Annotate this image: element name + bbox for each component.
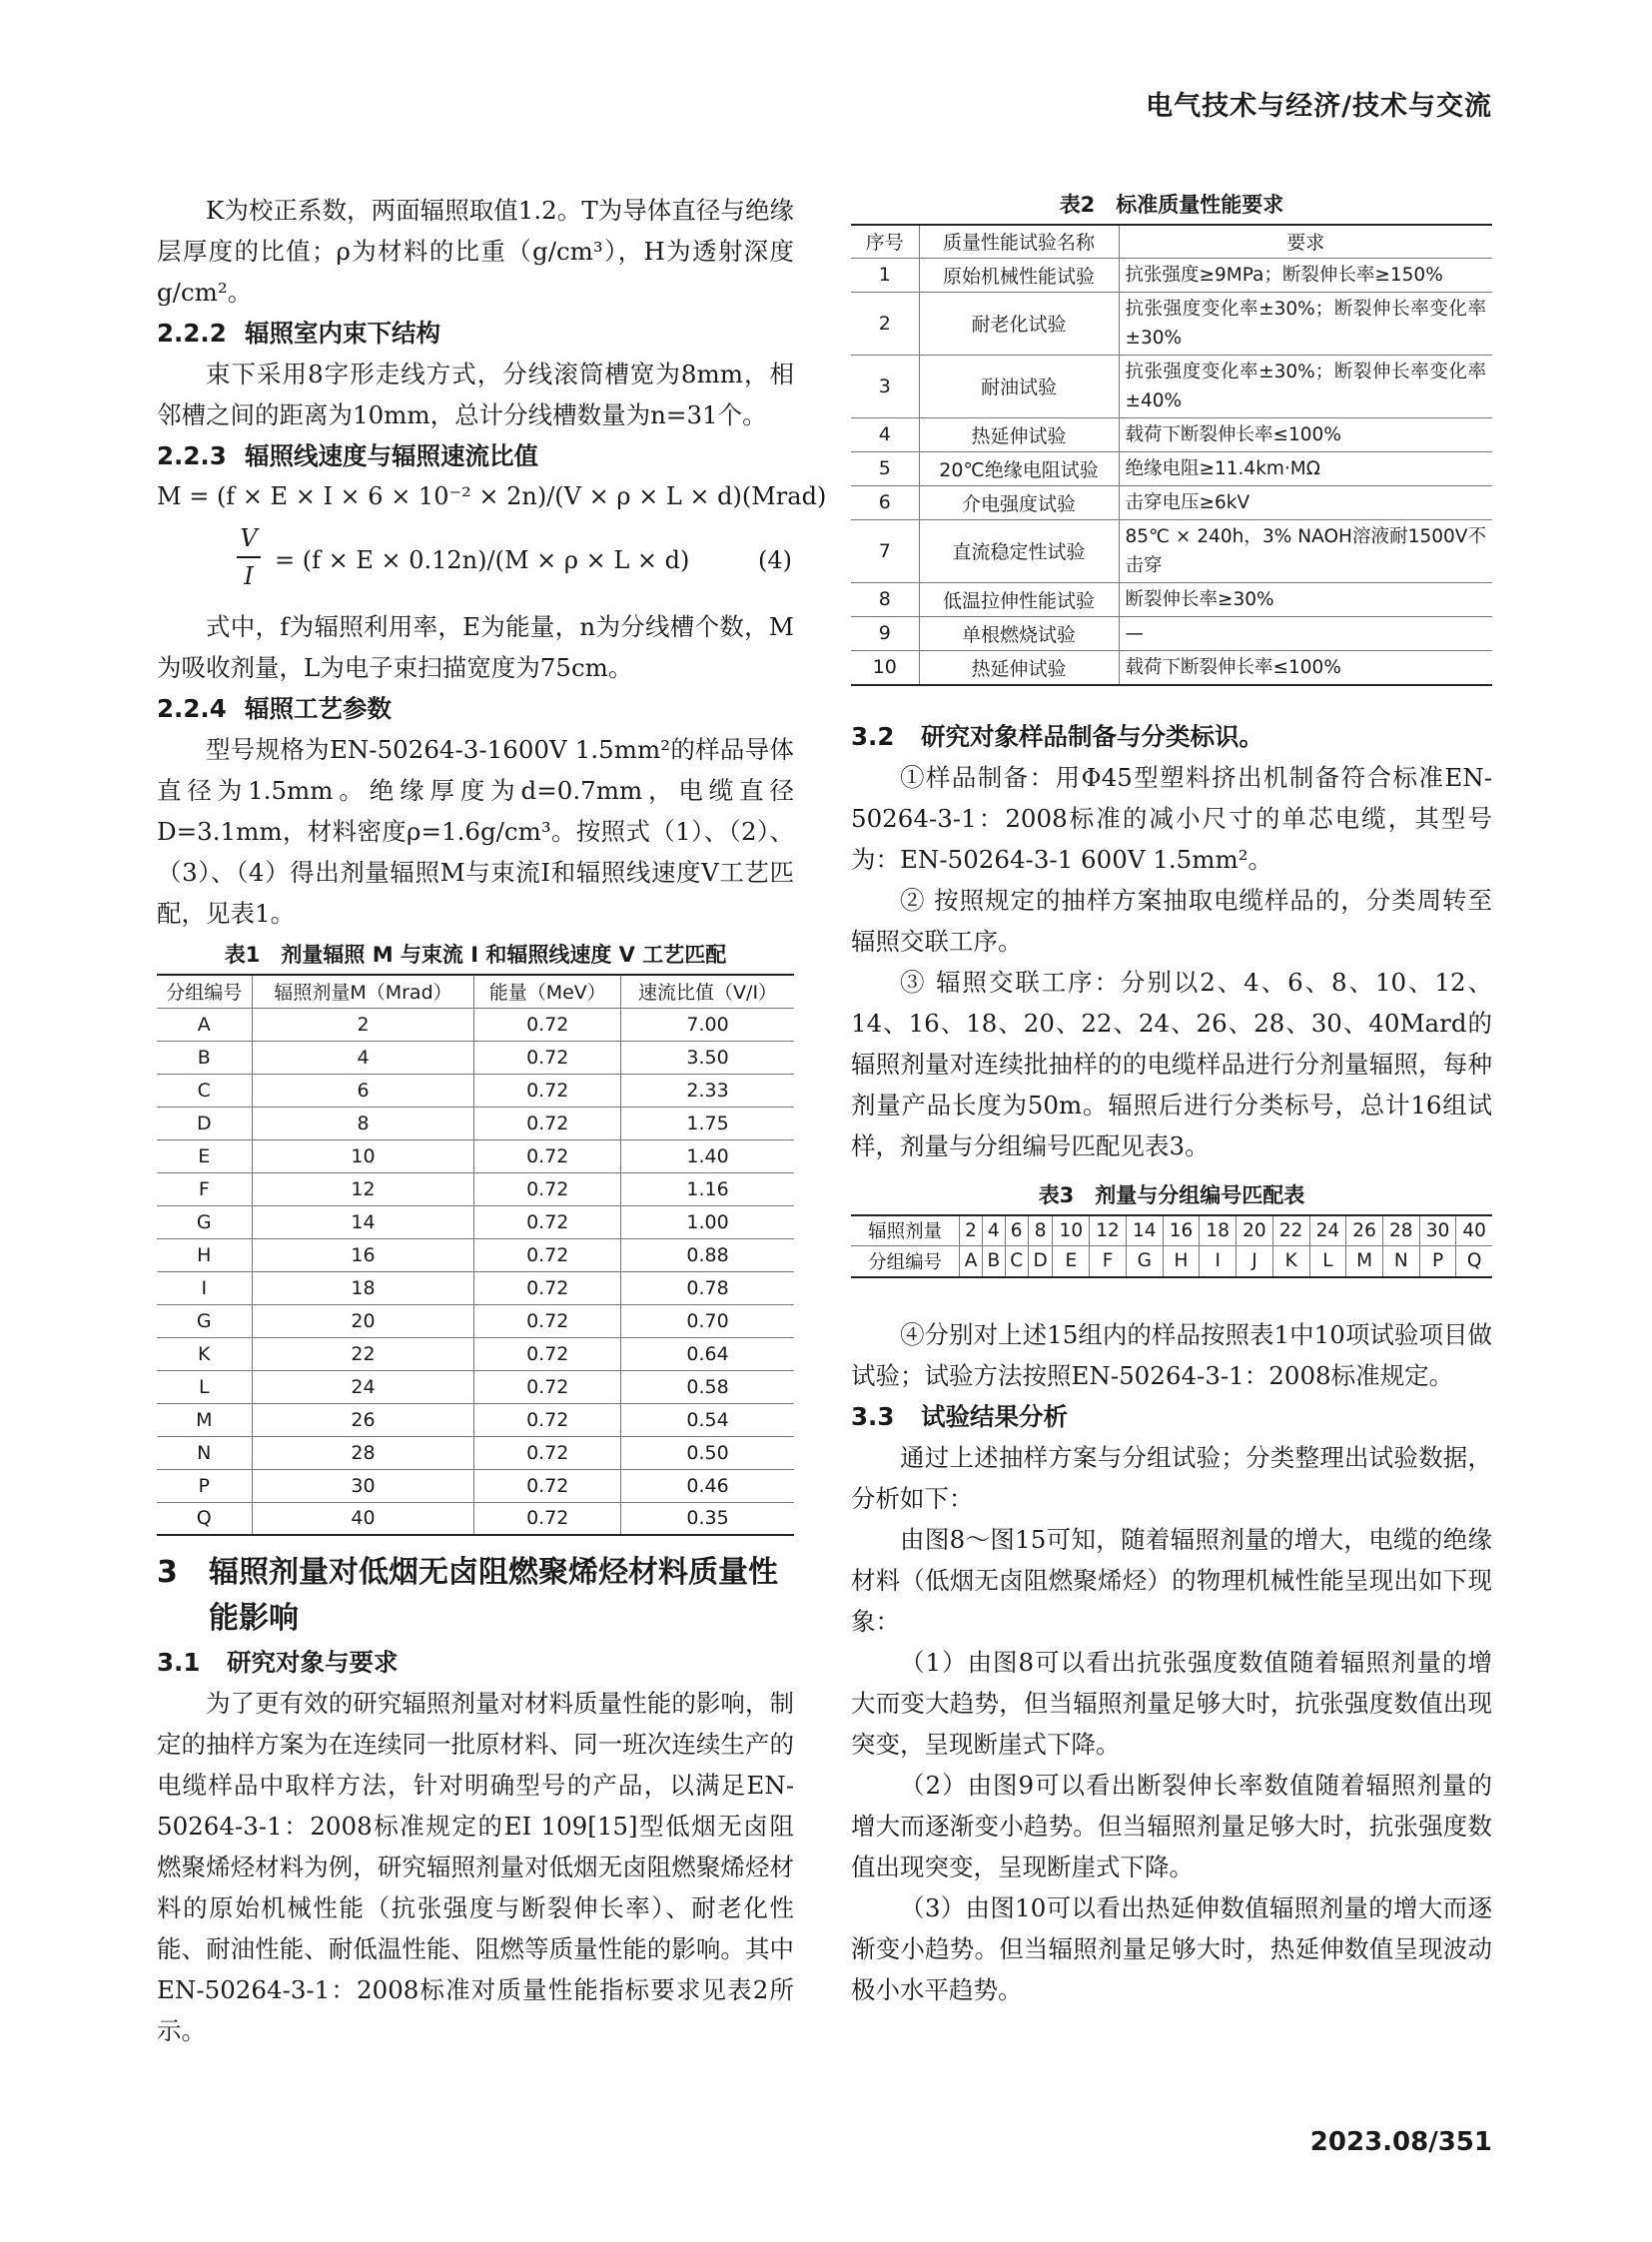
table1-row	[157, 1205, 794, 1238]
heading-3-3	[851, 1396, 1492, 1437]
paragraph-3-2-sample-prep: ①样品制备：用Φ45型塑料挤出机制备符合标准EN-50264-3-1：2008标准的减小尺寸的单芯电缆，其型号为：EN-50264-3-1 600V 1.5mm²。	[851, 762, 1492, 874]
left-column	[157, 190, 827, 2051]
table2-caption: 表2 标准质量性能要求	[1059, 193, 1284, 217]
table1-cell: 0.72	[474, 1337, 621, 1370]
table1-row	[157, 1139, 794, 1172]
heading-text: 辐照线速度与辐照速流比值	[245, 441, 538, 470]
table1-cell: 0.70	[621, 1304, 794, 1337]
table3-group-cell: K	[1272, 1246, 1309, 1277]
paragraph-2-2-2: 束下采用8字形走线方式，分线滚筒槽宽为8mm，相邻槽之间的距离为10mm，总计分线槽数量为n=31个。	[157, 360, 794, 429]
paragraph-2-2-3: 式中，f为辐照利用率，E为能量，n为分线槽个数，M为吸收剂量，L为电子束扫描宽度为75cm。	[157, 612, 794, 682]
table3-group-cell: E	[1053, 1246, 1090, 1277]
table1-cell: P	[157, 1469, 252, 1502]
table2-test-name-cell: 热延伸试验	[919, 650, 1119, 685]
table2-row	[851, 650, 1492, 685]
table2-requirement-cell: 抗张强度变化率±30%；断裂伸长率变化率±30%	[1119, 292, 1492, 355]
table1-cell: 0.58	[621, 1370, 794, 1403]
table1-cell: 0.72	[474, 1304, 621, 1337]
table1-cell: 0.72	[474, 1436, 621, 1469]
heading-number: 3	[157, 1555, 178, 1590]
table1-cell: 0.72	[474, 1469, 621, 1502]
table1-cell: 0.72	[474, 1403, 621, 1436]
heading-section-3	[157, 1550, 794, 1642]
table2-requirement-cell: 载荷下断裂伸长率≤100%	[1119, 417, 1492, 451]
table1-cell: 1.40	[621, 1139, 794, 1172]
table1-cell: N	[157, 1436, 252, 1469]
table2-row	[851, 258, 1492, 292]
table1-cell: I	[157, 1271, 252, 1304]
table1-cell: 14	[252, 1205, 474, 1238]
table1-cell: 28	[252, 1436, 474, 1469]
table1-cell: 0.72	[474, 1139, 621, 1172]
table2-test-name-cell: 原始机械性能试验	[919, 258, 1119, 292]
table1-cell: 2.33	[621, 1074, 794, 1107]
table1-cell: 16	[252, 1238, 474, 1271]
heading-text: 辐照室内束下结构	[245, 319, 440, 348]
table1-cell: 0.46	[621, 1469, 794, 1502]
table1-cell: F	[157, 1172, 252, 1205]
table1-cell: C	[157, 1074, 252, 1107]
table2-row	[851, 451, 1492, 485]
heading-text: 试验结果分析	[921, 1401, 1068, 1431]
table3-dose-cell: 18	[1200, 1215, 1237, 1246]
heading-number: 3.3	[851, 1401, 895, 1431]
table3-group-cell: G	[1126, 1246, 1163, 1277]
table3-dose-cell: 28	[1382, 1215, 1419, 1246]
table3-group-cell: J	[1237, 1246, 1273, 1277]
heading-number: 2.2.3	[157, 441, 227, 470]
table2-test-name-cell: 耐老化试验	[919, 292, 1119, 355]
fraction-denominator: I	[244, 562, 254, 590]
table2-test-name-cell: 20℃绝缘电阻试验	[919, 451, 1119, 485]
table2-index-cell: 1	[851, 258, 919, 292]
table1-cell: 0.72	[474, 1008, 621, 1041]
table3-dose-cell: 40	[1456, 1215, 1492, 1246]
table1-cell: 2	[252, 1008, 474, 1041]
table3-dose-cell: 14	[1126, 1215, 1163, 1246]
table1-cell: 6	[252, 1074, 474, 1107]
page-number: 2023.08/351	[1309, 2127, 1492, 2157]
table2-row	[851, 417, 1492, 451]
table2-index-cell: 9	[851, 616, 919, 650]
table1-cell: 0.50	[621, 1436, 794, 1469]
table2-test-name-cell: 介电强度试验	[919, 485, 1119, 519]
table1-cell: 0.54	[621, 1403, 794, 1436]
heading-text: 辐照剂量对低烟无卤阻燃聚烯烃材料质量性能影响	[209, 1555, 778, 1636]
table1-row	[157, 1074, 794, 1107]
table1-cell: 0.64	[621, 1337, 794, 1370]
table2-header-cell: 质量性能试验名称	[919, 225, 1119, 258]
table1-cell: 1.75	[621, 1107, 794, 1139]
table1-cell: 0.72	[474, 1107, 621, 1139]
heading-number: 3.1	[157, 1648, 201, 1677]
paragraph-3-3-intro: 通过上述抽样方案与分组试验；分类整理出试验数据，分析如下：	[851, 1442, 1492, 1513]
table1-cell: 0.35	[621, 1502, 794, 1535]
table3-dose-cell: 22	[1272, 1215, 1309, 1246]
table1-cell: E	[157, 1139, 252, 1172]
table1-cell: 7.00	[621, 1008, 794, 1041]
table2-row	[851, 519, 1492, 582]
table2-requirement-cell: 抗张强度变化率±30%；断裂伸长率变化率±40%	[1119, 355, 1492, 417]
heading-2-2-3	[157, 435, 794, 476]
table1-cell: 12	[252, 1172, 474, 1205]
table1-row	[157, 1238, 794, 1271]
table2-test-name-cell: 单根燃烧试验	[919, 616, 1119, 650]
table3-group-cell: L	[1309, 1246, 1346, 1277]
table2-row	[851, 355, 1492, 417]
table3-group-cell: P	[1419, 1246, 1456, 1277]
table1-cell: 18	[252, 1271, 474, 1304]
table1-cell: M	[157, 1403, 252, 1436]
heading-3-2	[851, 716, 1492, 757]
table2-test-name-cell: 热延伸试验	[919, 417, 1119, 451]
table1-row	[157, 1370, 794, 1403]
table1-cell: 3.50	[621, 1041, 794, 1074]
heading-text: 研究对象样品制备与分类标识。	[921, 721, 1263, 751]
table1-cell: 0.78	[621, 1271, 794, 1304]
table1-cell: 22	[252, 1337, 474, 1370]
paragraph-3-3-item-2: （2）由图9可以看出断裂伸长率数值随着辐照剂量的增大而逐渐变小趋势。但当辐照剂量足够大时，抗张强度数值出现突变，呈现断崖式下降。	[851, 1770, 1492, 1881]
table3-group-cell: Q	[1456, 1246, 1492, 1277]
table3-group-cell: C	[1005, 1246, 1028, 1277]
running-head: 电气技术与经济/技术与交流	[1146, 91, 1492, 122]
heading-3-1	[157, 1642, 794, 1683]
table1-cell: 1.00	[621, 1205, 794, 1238]
table2-row	[851, 292, 1492, 355]
table1-row	[157, 1502, 794, 1535]
table2-row	[851, 485, 1492, 519]
table1-cell: 0.72	[474, 1172, 621, 1205]
table2-requirement-cell: 抗张强度≥9MPa；断裂伸长率≥150%	[1119, 258, 1492, 292]
table3-dose-cell: 4	[982, 1215, 1005, 1246]
table1-cell: 1.16	[621, 1172, 794, 1205]
table1-row	[157, 1304, 794, 1337]
heading-number: 3.2	[851, 721, 895, 751]
table1-cell: 4	[252, 1041, 474, 1074]
table2-test-name-cell: 直流稳定性试验	[919, 519, 1119, 582]
heading-text: 研究对象与要求	[227, 1648, 399, 1677]
table2-row	[851, 582, 1492, 616]
table2-requirement-cell: 断裂伸长率≥30%	[1119, 582, 1492, 616]
right-column	[851, 190, 1492, 2010]
table1-cell: 26	[252, 1403, 474, 1436]
paragraph-3-3-item-3: （3）由图10可以看出热延伸数值辐照剂量的增大而逐渐变小趋势。但当辐照剂量足够大时，热延伸数值呈现波动极小水平趋势。	[851, 1892, 1492, 2004]
table1-header-cell: 速流比值（V/I）	[621, 975, 794, 1008]
table3-dose-cell: 20	[1237, 1215, 1273, 1246]
table1-cell: H	[157, 1238, 252, 1271]
table2-index-cell: 10	[851, 650, 919, 685]
heading-text: 辐照工艺参数	[245, 694, 392, 723]
table1-cell: 0.72	[474, 1205, 621, 1238]
table1-cell: Q	[157, 1502, 252, 1535]
table1-header-cell: 能量（MeV）	[474, 975, 621, 1008]
table1-row	[157, 1041, 794, 1074]
paragraph-3-3-figures: 由图8～图15可知，随着辐照剂量的增大，电缆的绝缘材料（低烟无卤阻燃聚烯烃）的物理机械性能呈现出如下现象：	[851, 1524, 1492, 1636]
table2-index-cell: 8	[851, 582, 919, 616]
table1-header-cell: 辐照剂量M（Mrad）	[252, 975, 474, 1008]
table3-group-cell: M	[1346, 1246, 1383, 1277]
table2-index-cell: 7	[851, 519, 919, 582]
table3-dose-cell: 12	[1090, 1215, 1127, 1246]
fraction-numerator: V	[240, 524, 258, 552]
table2-test-name-cell: 低温拉伸性能试验	[919, 582, 1119, 616]
table1	[157, 974, 794, 1536]
equation-4	[157, 520, 794, 606]
paragraph-3-1: 为了更有效的研究辐照剂量对材料质量性能的影响，制定的抽样方案为在连续同一批原材料、同一班次连续生产的电缆样品中取样方法，针对明确型号的产品，以满足EN-50264-3-1：2008标准规定的EI 109[15]型低烟无卤阻燃聚烯烃材料为例，研究辐照剂量对低烟无卤阻燃聚烯烃材料的原始机械性能（抗张强度与断裂伸长率）、耐老化性能、耐油性能、耐低温性能、阻燃等质量性能的影响。其中EN-50264-3-1：2008标准对质量性能指标要求见表2所示。	[157, 1689, 794, 2045]
table3-dose-cell: 10	[1053, 1215, 1090, 1246]
table1-header-cell: 分组编号	[157, 975, 252, 1008]
table1-row	[157, 1436, 794, 1469]
table1-cell: 0.72	[474, 1502, 621, 1535]
table1-cell: L	[157, 1370, 252, 1403]
table2-test-name-cell: 耐油试验	[919, 355, 1119, 417]
table2-requirement-cell: 85℃ × 240h，3% NAOH溶液耐1500V不击穿	[1119, 519, 1492, 582]
paragraph-2-2-4: 型号规格为EN-50264-3-1600V 1.5mm²的样品导体直径为1.5mm。绝缘厚度为d=0.7mm，电缆直径D=3.1mm，材料密度ρ=1.6g/cm³。按照式（1）、（2）、（3）、（4）得出剂量辐照M与束流I和辐照线速度V工艺匹配，见表1。	[157, 735, 794, 928]
table2-row	[851, 616, 1492, 650]
table3-dose-cell: 16	[1163, 1215, 1200, 1246]
paragraph-3-2-sampling: ② 按照规定的抽样方案抽取电缆样品的，分类周转至辐照交联工序。	[851, 885, 1492, 956]
table1-row	[157, 1172, 794, 1205]
table2-index-cell: 2	[851, 292, 919, 355]
table2-requirement-cell: 绝缘电阻≥11.4km·MΩ	[1119, 451, 1492, 485]
table2-index-cell: 3	[851, 355, 919, 417]
heading-2-2-4	[157, 688, 794, 729]
table1-cell: 8	[252, 1107, 474, 1139]
table1-cell: 0.72	[474, 1238, 621, 1271]
table1-cell: 40	[252, 1502, 474, 1535]
table1-cell: 30	[252, 1469, 474, 1502]
table3-dose-cell: 24	[1309, 1215, 1346, 1246]
table1-cell: G	[157, 1205, 252, 1238]
table2-requirement-cell: 载荷下断裂伸长率≤100%	[1119, 650, 1492, 685]
table2-index-cell: 5	[851, 451, 919, 485]
table1-cell: A	[157, 1008, 252, 1041]
paragraph-3-2-tests: ④分别对上述15组内的样品按照表1中10项试验项目做试验；试验方法按照EN-50264-3-1：2008标准规定。	[851, 1319, 1492, 1390]
table3-row-label: 辐照剂量	[851, 1215, 960, 1246]
table1-cell: 0.72	[474, 1370, 621, 1403]
table1-cell: 0.72	[474, 1271, 621, 1304]
table1-row	[157, 1337, 794, 1370]
table2-header-cell: 序号	[851, 225, 919, 258]
table1-cell: B	[157, 1041, 252, 1074]
table3-dose-cell: 8	[1028, 1215, 1053, 1246]
paragraph-3-3-item-1: （1）由图8可以看出抗张强度数值随着辐照剂量的增大而变大趋势，但当辐照剂量足够大时，抗张强度数值出现突变，呈现断崖式下降。	[851, 1647, 1492, 1759]
equation-fraction	[237, 520, 261, 594]
paragraph-3-2-irradiation: ③ 辐照交联工序：分别以2、4、6、8、10、12、14、16、18、20、22、24、26、28、30、40Mard的辐照剂量对连续批抽样的的电缆样品进行分剂量辐照，每种剂量产品长度为50m。辐照后进行分类标号，总计16组试样，剂量与分组编号匹配见表3。	[851, 967, 1492, 1160]
equation-dose: M = (f × E × I × 6 × 10⁻² × 2n)/(V × ρ × L × d)(Mrad)	[157, 482, 827, 510]
table1-caption: 表1 剂量辐照 M 与束流 I 和辐照线速度 V 工艺匹配	[224, 943, 727, 967]
heading-number: 2.2.2	[157, 319, 227, 348]
table2-index-cell: 4	[851, 417, 919, 451]
table1-row	[157, 1403, 794, 1436]
table2-requirement-cell: 击穿电压≥6kV	[1119, 485, 1492, 519]
table1-row	[157, 1271, 794, 1304]
table3-group-cell: D	[1028, 1246, 1053, 1277]
equation-number: (4)	[758, 546, 792, 574]
table3-group-cell: A	[960, 1246, 983, 1277]
table1-cell: G	[157, 1304, 252, 1337]
table1-cell: 0.72	[474, 1041, 621, 1074]
table2-requirement-cell: —	[1119, 616, 1492, 650]
table3-dose-cell: 2	[960, 1215, 983, 1246]
table3-caption: 表3 剂量与分组编号匹配表	[1038, 1182, 1305, 1207]
table3	[851, 1214, 1492, 1278]
table1-cell: 24	[252, 1370, 474, 1403]
table3-group-cell: H	[1163, 1246, 1200, 1277]
table2-index-cell: 6	[851, 485, 919, 519]
table1-cell: D	[157, 1107, 252, 1139]
table1-cell: 20	[252, 1304, 474, 1337]
table2-header-cell: 要求	[1119, 225, 1492, 258]
table1-cell: 0.72	[474, 1074, 621, 1107]
table3-group-cell: N	[1382, 1246, 1419, 1277]
table3-row-label: 分组编号	[851, 1246, 960, 1277]
table3-group-cell: F	[1090, 1246, 1127, 1277]
equation-body: = (f × E × 0.12n)/(M × ρ × L × d)	[275, 546, 690, 574]
table1-row	[157, 1008, 794, 1041]
table1-row	[157, 1107, 794, 1139]
table3-group-cell: I	[1200, 1246, 1237, 1277]
paragraph-coefficients: K为校正系数，两面辐照取值1.2。T为导体直径与绝缘层厚度的比值；ρ为材料的比重（g/cm³），H为透射深度g/cm²。	[157, 196, 794, 307]
table3-group-cell: B	[982, 1246, 1005, 1277]
heading-number: 2.2.4	[157, 694, 227, 723]
table3-dose-cell: 26	[1346, 1215, 1383, 1246]
table1-cell: K	[157, 1337, 252, 1370]
table1-cell: 10	[252, 1139, 474, 1172]
table2	[851, 224, 1492, 686]
table1-row	[157, 1469, 794, 1502]
table3-dose-cell: 30	[1419, 1215, 1456, 1246]
table3-dose-cell: 6	[1005, 1215, 1028, 1246]
heading-2-2-2	[157, 313, 794, 354]
table1-cell: 0.88	[621, 1238, 794, 1271]
